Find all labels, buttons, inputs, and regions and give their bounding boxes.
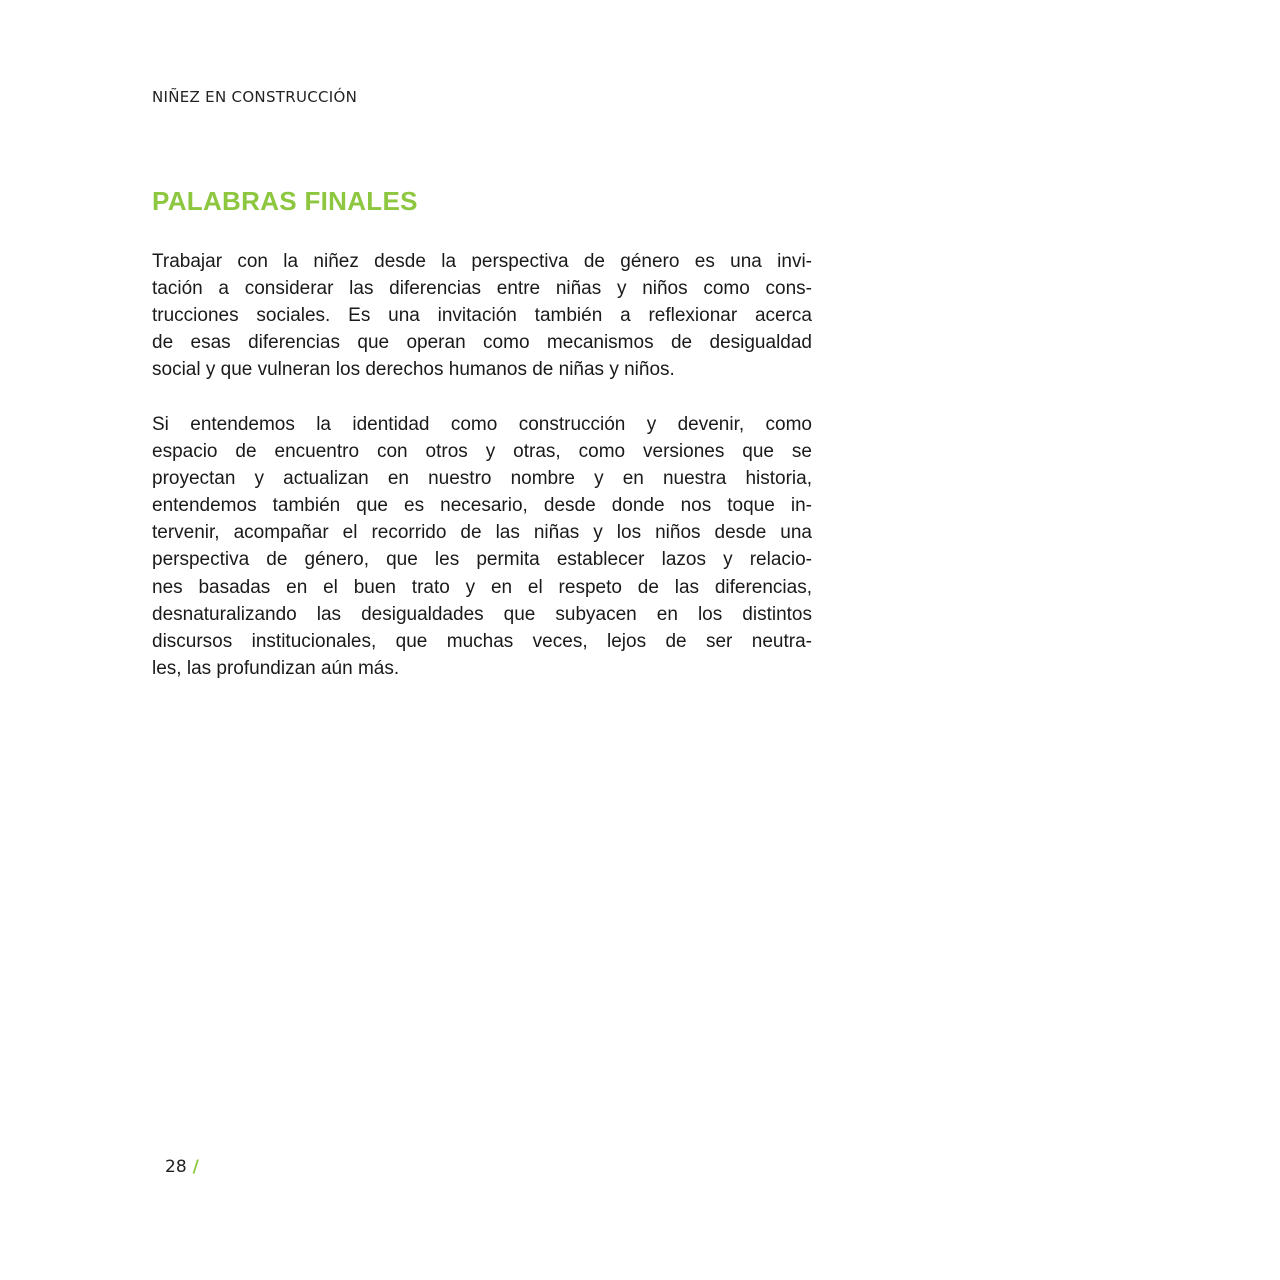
text-line: trucciones sociales. Es una invitación también a reflexionar acerca [152, 305, 812, 327]
text-line: tación a considerar las diferencias entre niñas y niños como cons- [152, 278, 812, 300]
text-line: desnaturalizando las desigualdades que subyacen en los distintos [152, 603, 812, 625]
paragraph-1 [152, 248, 812, 383]
text-line: les, las profundizan aún más. [152, 657, 400, 679]
text-line: tervenir, acompañar el recorrido de las niñas y los niños desde una [152, 522, 812, 544]
page-separator: / [192, 1157, 199, 1177]
text-line: de esas diferencias que operan como mecanismos de desigualdad [152, 332, 812, 354]
text-line: espacio de encuentro con otros y otras, como versiones que se [152, 441, 812, 463]
text-line: discursos institucionales, que muchas veces, lejos de ser neutra- [152, 630, 812, 652]
section-title: PALABRAS FINALES [152, 186, 418, 216]
page-footer [165, 1157, 199, 1177]
text-line: entendemos también que es necesario, desde donde nos toque in- [152, 495, 812, 517]
text-line: proyectan y actualizan en nuestro nombre y en nuestra historia, [152, 468, 812, 490]
page-number: 28 [165, 1157, 187, 1177]
text-line: Trabajar con la niñez desde la perspectiva de género es una invi- [152, 251, 812, 272]
paragraph-2 [152, 411, 812, 682]
text-line: Si entendemos la identidad como construcción y devenir, como [152, 414, 812, 435]
text-line: perspectiva de género, que les permita establecer lazos y relacio- [152, 549, 812, 571]
text-line: social y que vulneran los derechos humanos de niñas y niños. [152, 359, 675, 381]
running-header: NIÑEZ EN CONSTRUCCIÓN [152, 88, 358, 106]
text-line: nes basadas en el buen trato y en el respeto de las diferencias, [152, 576, 812, 598]
